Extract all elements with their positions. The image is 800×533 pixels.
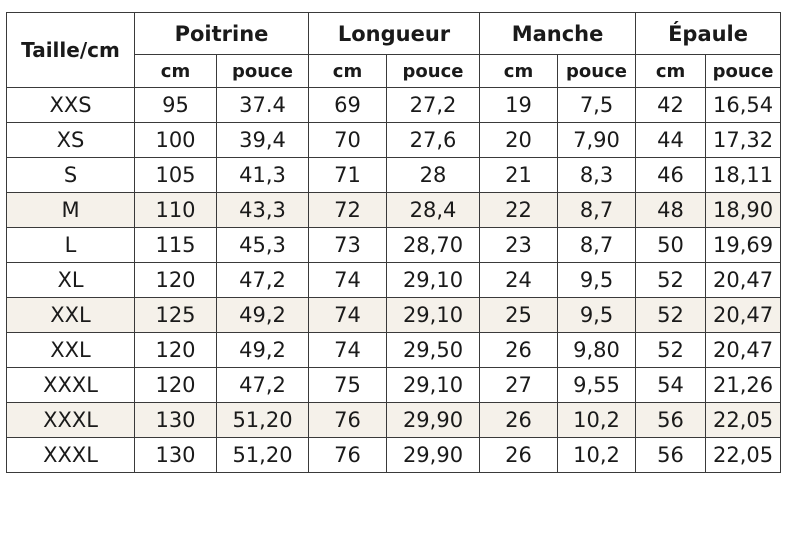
table-body xyxy=(7,88,781,473)
chest-inch-cell: 47,2 xyxy=(217,263,309,298)
sleeve-cm-cell: 26 xyxy=(480,403,558,438)
chest-inch-cell: 51,20 xyxy=(217,438,309,473)
chest-cm-cell: 115 xyxy=(135,228,217,263)
chest-inch-cell: 49,2 xyxy=(217,333,309,368)
sleeve-inch-cell: 8,7 xyxy=(558,193,636,228)
shoulder-cm-cell: 42 xyxy=(636,88,706,123)
sleeve-cm-cell: 23 xyxy=(480,228,558,263)
sleeve-cm-cell: 19 xyxy=(480,88,558,123)
shoulder-cm-cell: 56 xyxy=(636,438,706,473)
unit-header-cm: cm xyxy=(135,55,217,88)
sleeve-cm-cell: 26 xyxy=(480,333,558,368)
sleeve-inch-cell: 7,5 xyxy=(558,88,636,123)
length-inch-cell: 27,2 xyxy=(387,88,480,123)
sleeve-inch-cell: 7,90 xyxy=(558,123,636,158)
unit-header-cm: cm xyxy=(636,55,706,88)
unit-header-cm: cm xyxy=(480,55,558,88)
table-row xyxy=(7,158,781,193)
sleeve-cm-cell: 22 xyxy=(480,193,558,228)
sleeve-inch-cell: 9,80 xyxy=(558,333,636,368)
chest-inch-cell: 39,4 xyxy=(217,123,309,158)
sleeve-cm-cell: 24 xyxy=(480,263,558,298)
unit-header-cm: cm xyxy=(309,55,387,88)
group-header-shoulder: Épaule xyxy=(636,13,781,55)
sleeve-inch-cell: 8,3 xyxy=(558,158,636,193)
sleeve-cm-cell: 20 xyxy=(480,123,558,158)
sleeve-inch-cell: 10,2 xyxy=(558,403,636,438)
shoulder-inch-cell: 16,54 xyxy=(706,88,781,123)
shoulder-inch-cell: 20,47 xyxy=(706,298,781,333)
shoulder-cm-cell: 52 xyxy=(636,333,706,368)
length-cm-cell: 74 xyxy=(309,263,387,298)
chest-inch-cell: 45,3 xyxy=(217,228,309,263)
length-inch-cell: 29,10 xyxy=(387,298,480,333)
chest-inch-cell: 47,2 xyxy=(217,368,309,403)
table-row xyxy=(7,123,781,158)
length-inch-cell: 27,6 xyxy=(387,123,480,158)
unit-header-inch: pouce xyxy=(558,55,636,88)
table-row xyxy=(7,368,781,403)
header-row-groups xyxy=(7,13,781,55)
sleeve-cm-cell: 21 xyxy=(480,158,558,193)
length-cm-cell: 71 xyxy=(309,158,387,193)
chest-cm-cell: 100 xyxy=(135,123,217,158)
group-header-sleeve: Manche xyxy=(480,13,636,55)
size-cell: XXL xyxy=(7,298,135,333)
chest-cm-cell: 125 xyxy=(135,298,217,333)
sleeve-inch-cell: 8,7 xyxy=(558,228,636,263)
chest-inch-cell: 37.4 xyxy=(217,88,309,123)
table-row xyxy=(7,438,781,473)
length-inch-cell: 29,90 xyxy=(387,403,480,438)
chest-cm-cell: 120 xyxy=(135,368,217,403)
chest-cm-cell: 120 xyxy=(135,263,217,298)
shoulder-cm-cell: 56 xyxy=(636,403,706,438)
length-inch-cell: 28 xyxy=(387,158,480,193)
size-table xyxy=(6,12,781,473)
sleeve-inch-cell: 9,55 xyxy=(558,368,636,403)
table-row xyxy=(7,298,781,333)
length-inch-cell: 29,10 xyxy=(387,263,480,298)
shoulder-inch-cell: 19,69 xyxy=(706,228,781,263)
table-row xyxy=(7,333,781,368)
chest-inch-cell: 51,20 xyxy=(217,403,309,438)
unit-header-inch: pouce xyxy=(706,55,781,88)
shoulder-cm-cell: 52 xyxy=(636,298,706,333)
table-row xyxy=(7,228,781,263)
length-inch-cell: 29,50 xyxy=(387,333,480,368)
length-cm-cell: 73 xyxy=(309,228,387,263)
chest-inch-cell: 43,3 xyxy=(217,193,309,228)
unit-header-inch: pouce xyxy=(217,55,309,88)
length-cm-cell: 69 xyxy=(309,88,387,123)
chest-cm-cell: 130 xyxy=(135,403,217,438)
group-header-chest: Poitrine xyxy=(135,13,309,55)
shoulder-inch-cell: 20,47 xyxy=(706,333,781,368)
length-inch-cell: 29,10 xyxy=(387,368,480,403)
length-cm-cell: 76 xyxy=(309,403,387,438)
shoulder-inch-cell: 18,90 xyxy=(706,193,781,228)
length-cm-cell: 74 xyxy=(309,298,387,333)
size-column-header: Taille/cm xyxy=(7,13,135,88)
shoulder-inch-cell: 22,05 xyxy=(706,438,781,473)
size-cell: S xyxy=(7,158,135,193)
chest-inch-cell: 41,3 xyxy=(217,158,309,193)
sleeve-inch-cell: 10,2 xyxy=(558,438,636,473)
shoulder-cm-cell: 44 xyxy=(636,123,706,158)
table-row xyxy=(7,403,781,438)
shoulder-cm-cell: 48 xyxy=(636,193,706,228)
sleeve-cm-cell: 26 xyxy=(480,438,558,473)
shoulder-cm-cell: 52 xyxy=(636,263,706,298)
length-inch-cell: 28,70 xyxy=(387,228,480,263)
sleeve-cm-cell: 25 xyxy=(480,298,558,333)
size-cell: L xyxy=(7,228,135,263)
size-cell: XXXL xyxy=(7,438,135,473)
size-cell: XXS xyxy=(7,88,135,123)
shoulder-inch-cell: 22,05 xyxy=(706,403,781,438)
size-cell: XXXL xyxy=(7,403,135,438)
group-header-length: Longueur xyxy=(309,13,480,55)
table-row xyxy=(7,88,781,123)
size-cell: XL xyxy=(7,263,135,298)
chest-cm-cell: 105 xyxy=(135,158,217,193)
size-cell: M xyxy=(7,193,135,228)
size-chart xyxy=(6,12,781,473)
shoulder-cm-cell: 46 xyxy=(636,158,706,193)
size-cell: XXXL xyxy=(7,368,135,403)
chest-inch-cell: 49,2 xyxy=(217,298,309,333)
sleeve-cm-cell: 27 xyxy=(480,368,558,403)
table-row xyxy=(7,193,781,228)
length-inch-cell: 28,4 xyxy=(387,193,480,228)
size-cell: XS xyxy=(7,123,135,158)
length-cm-cell: 75 xyxy=(309,368,387,403)
shoulder-inch-cell: 18,11 xyxy=(706,158,781,193)
size-cell: XXL xyxy=(7,333,135,368)
sleeve-inch-cell: 9,5 xyxy=(558,263,636,298)
length-cm-cell: 70 xyxy=(309,123,387,158)
length-inch-cell: 29,90 xyxy=(387,438,480,473)
chest-cm-cell: 110 xyxy=(135,193,217,228)
chest-cm-cell: 95 xyxy=(135,88,217,123)
length-cm-cell: 72 xyxy=(309,193,387,228)
shoulder-inch-cell: 17,32 xyxy=(706,123,781,158)
shoulder-inch-cell: 21,26 xyxy=(706,368,781,403)
sleeve-inch-cell: 9,5 xyxy=(558,298,636,333)
length-cm-cell: 74 xyxy=(309,333,387,368)
shoulder-cm-cell: 54 xyxy=(636,368,706,403)
shoulder-inch-cell: 20,47 xyxy=(706,263,781,298)
unit-header-inch: pouce xyxy=(387,55,480,88)
shoulder-cm-cell: 50 xyxy=(636,228,706,263)
chest-cm-cell: 120 xyxy=(135,333,217,368)
table-row xyxy=(7,263,781,298)
chest-cm-cell: 130 xyxy=(135,438,217,473)
length-cm-cell: 76 xyxy=(309,438,387,473)
